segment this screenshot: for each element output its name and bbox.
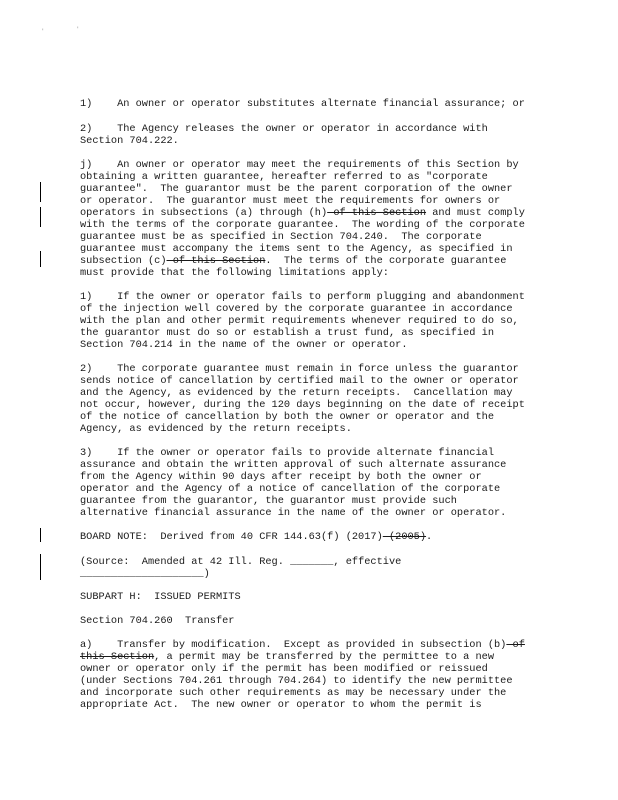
text-run: , effective [333, 556, 402, 568]
paragraph-j-line: must provide that the following limitations apply: [80, 267, 389, 279]
paragraph-a-line [80, 651, 494, 663]
paragraph-j2-line: and the Agency, as evidenced by the return receipts. Cancellation may [80, 387, 513, 399]
section-heading: Section 704.260 Transfer [80, 615, 235, 627]
paragraph-j-line [80, 255, 506, 267]
struck-text: this Section [80, 651, 155, 663]
paragraph-j-line: guarantee must be as specified in Section 704.240. The corporate [80, 231, 482, 243]
paragraph-2-line: 2) The Agency releases the owner or operator in accordance with [80, 123, 488, 135]
paragraph-a-line: owner or operator only if the permit has been modified or reissued [80, 663, 488, 675]
text-run: BOARD NOTE: Derived from 40 CFR 144.63(f) (2017) [80, 531, 383, 543]
text-run: and must comply [426, 207, 525, 219]
paragraph-a-line: and incorporate such other requirements as may be necessary under the [80, 687, 507, 699]
paragraph-j2-line: of the notice of cancellation by both the owner or operator and the [80, 411, 495, 423]
paragraph-j1-line: the guarantor must do so or establish a trust fund, as specified in [80, 327, 495, 339]
paragraph-1-line: 1) An owner or operator substitutes alternate financial assurance; or [80, 98, 525, 110]
paragraph-j-line: or operator. The guarantor must meet the requirements for owners or [80, 195, 501, 207]
paragraph-j2-line: Agency, as evidenced by the return receipts. [80, 423, 352, 435]
paragraph-j3-line: assurance and obtain the written approval of such alternate assurance [80, 459, 507, 471]
text-run: , a permit may be transferred by the permittee to a new [154, 651, 495, 663]
paragraph-a-line: (under Sections 704.261 through 704.264) to identify the new permittee [80, 675, 513, 687]
paragraph-j1-line: with the plan and other permit requirements whenever required to do so, [80, 315, 519, 327]
struck-text: (2005) [382, 531, 427, 543]
paragraph-j3-line: alternative financial assurance in the name of the owner or operator. [80, 507, 507, 519]
text-run: ) [203, 568, 210, 580]
change-bar [40, 554, 41, 580]
source-note-line [80, 568, 210, 580]
paragraph-j3-line: from the Agency within 90 days after receipt by both the owner or [80, 471, 482, 483]
blank-field: ____________________ [80, 568, 204, 580]
paragraph-j-line: guarantee must accompany the items sent to the Agency, as specified in [80, 243, 513, 255]
source-note-line [80, 556, 401, 568]
paragraph-j2-line: not occur, however, during the 120 days beginning on the date of receipt [80, 399, 525, 411]
board-note [80, 531, 432, 543]
paragraph-j-line: j) An owner or operator may meet the requirements of this Section by [80, 159, 519, 171]
text-run: . The terms of the corporate guarantee [265, 255, 507, 267]
blank-field: _______ [290, 556, 334, 568]
paragraph-j2-line: sends notice of cancellation by certified mail to the owner or operator [80, 375, 519, 387]
paragraph-j1-line: 1) If the owner or operator fails to perform plugging and abandonment [80, 291, 525, 303]
struck-text: of [506, 639, 525, 651]
text-run: operators in subsections (a) through (h) [80, 207, 328, 219]
paragraph-j2-line: 2) The corporate guarantee must remain in force unless the guarantor [80, 363, 519, 375]
paragraph-a-line: appropriate Act. The new owner or operator to whom the permit is [80, 699, 482, 711]
text-run: (Source: Amended at 42 Ill. Reg. [80, 556, 291, 568]
text-run: subsection (c) [80, 255, 167, 267]
paragraph-j3-line: 3) If the owner or operator fails to provide alternate financial [80, 447, 495, 459]
paragraph-j1-line: Section 704.214 in the name of the owner or operator. [80, 339, 408, 351]
change-bar [40, 528, 41, 542]
paragraph-j-line: with the terms of the corporate guarantee. The wording of the corporate [80, 219, 525, 231]
paragraph-a-line [80, 639, 525, 651]
subpart-heading: SUBPART H: ISSUED PERMITS [80, 591, 241, 603]
paragraph-j-line: guarantee". The guarantor must be the parent corporation of the owner [80, 183, 513, 195]
paragraph-j1-line: of the injection well covered by the corporate guarantee in accordance [80, 303, 513, 315]
scan-mark: ' [77, 26, 79, 33]
paragraph-j-line: obtaining a written guarantee, hereafter referred to as "corporate [80, 171, 488, 183]
change-bar [40, 182, 41, 202]
change-bar [40, 251, 41, 267]
change-bar [40, 207, 41, 227]
paragraph-j3-line: guarantee from the guarantor, the guarantor must provide such [80, 495, 457, 507]
struck-text: of this Section [166, 255, 266, 267]
text-run: . [426, 531, 433, 543]
paragraph-j3-line: operator and the Agency of a notice of cancellation of the corporate [80, 483, 501, 495]
scan-mark: ' [42, 28, 44, 35]
paragraph-2-line: Section 704.222. [80, 135, 179, 147]
paragraph-j-line [80, 207, 525, 219]
struck-text: of this Section [327, 207, 427, 219]
text-run: a) Transfer by modification. Except as provided in subsection (b) [80, 639, 507, 651]
